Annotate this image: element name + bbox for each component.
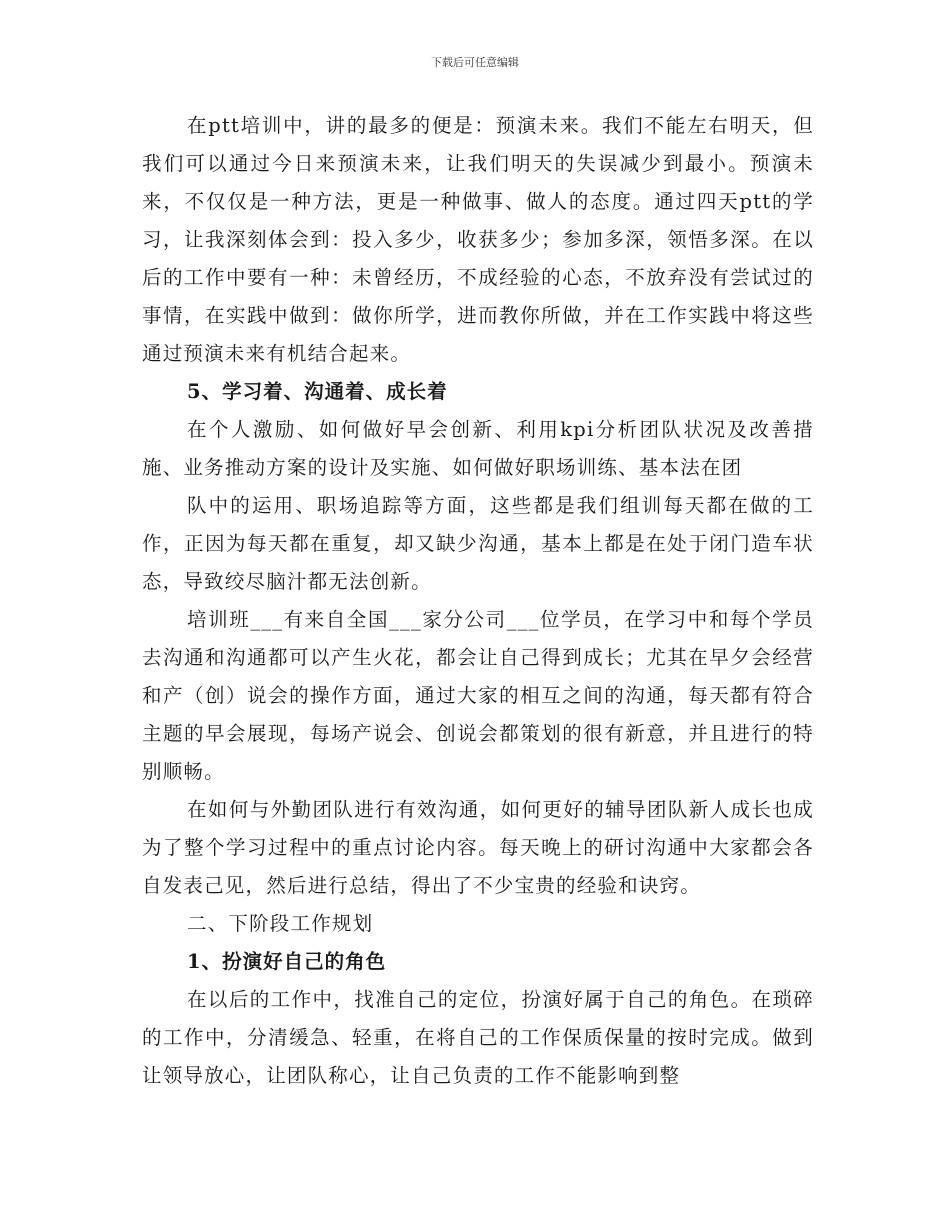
paragraph-training-topics: 在个人激励、如何做好早会创新、利用kpi分析团队状况及改善措施、业务推动方案的设计及实施、如何做好职场训练、基本法在团 <box>142 418 814 479</box>
section-heading-next-stage-plan: 二、下阶段工作规划 <box>187 912 374 935</box>
paragraph-field-team-communication: 在如何与外勤团队进行有效沟通，如何更好的辅导团队新人成长也成为了整个学习过程中的重点讨论内容。每天晚上的研讨沟通中大家都会各自发表己见，然后进行总结，得出了不少宝贵的经验和诀窍。 <box>142 798 814 897</box>
section-heading-learning-communicating: 5、学习着、沟通着、成长着 <box>187 380 448 403</box>
paragraph-ptt-training: 在ptt培训中，讲的最多的便是：预演未来。我们不能左右明天，但我们可以通过今日来预演未来，让我们明天的失误减少到最小。预演未来，不仅仅是一种方法，更是一种做事、做人的态度。通过四天ptt的学习，让我深刻体会到：投入多少，收获多少；参加多深，领悟多深。在以后的工作中要有一种：未曾经历，不成经验的心态，不放弃没有尝试过的事情，在实践中做到：做你所学，进而教你所做，并在工作实践中将这些通过预演未来有机结合起来。 <box>142 114 814 365</box>
section-heading-play-own-role: 1、扮演好自己的角色 <box>187 950 387 973</box>
paragraph-future-work: 在以后的工作中，找准自己的定位，扮演好属于自己的角色。在琐碎的工作中，分清缓急、轻重，在将自己的工作保质保量的按时完成。做到让领导放心，让团队称心，让自己负责的工作不能影响到整 <box>142 988 814 1087</box>
paragraph-team-application: 队中的运用、职场追踪等方面，这些都是我们组训每天都在做的工作，正因为每天都在重复，却又缺少沟通，基本上都是在处于闭门造车状态，导致绞尽脑汁都无法创新。 <box>142 494 814 593</box>
page-header-note: 下载后可任意编辑 <box>431 56 519 69</box>
paragraph-training-class: 培训班___有来自全国___家分公司___位学员，在学习中和每个学员去沟通和沟通都可以产生火花，都会让自己得到成长；尤其在早夕会经营和产（创）说会的操作方面，通过大家的相互之间的沟通，每天都有符合主题的早会展现，每场产说会、创说会都策划的很有新意，并且进行的特别顺畅。 <box>142 608 814 783</box>
document-body <box>142 107 814 1095</box>
